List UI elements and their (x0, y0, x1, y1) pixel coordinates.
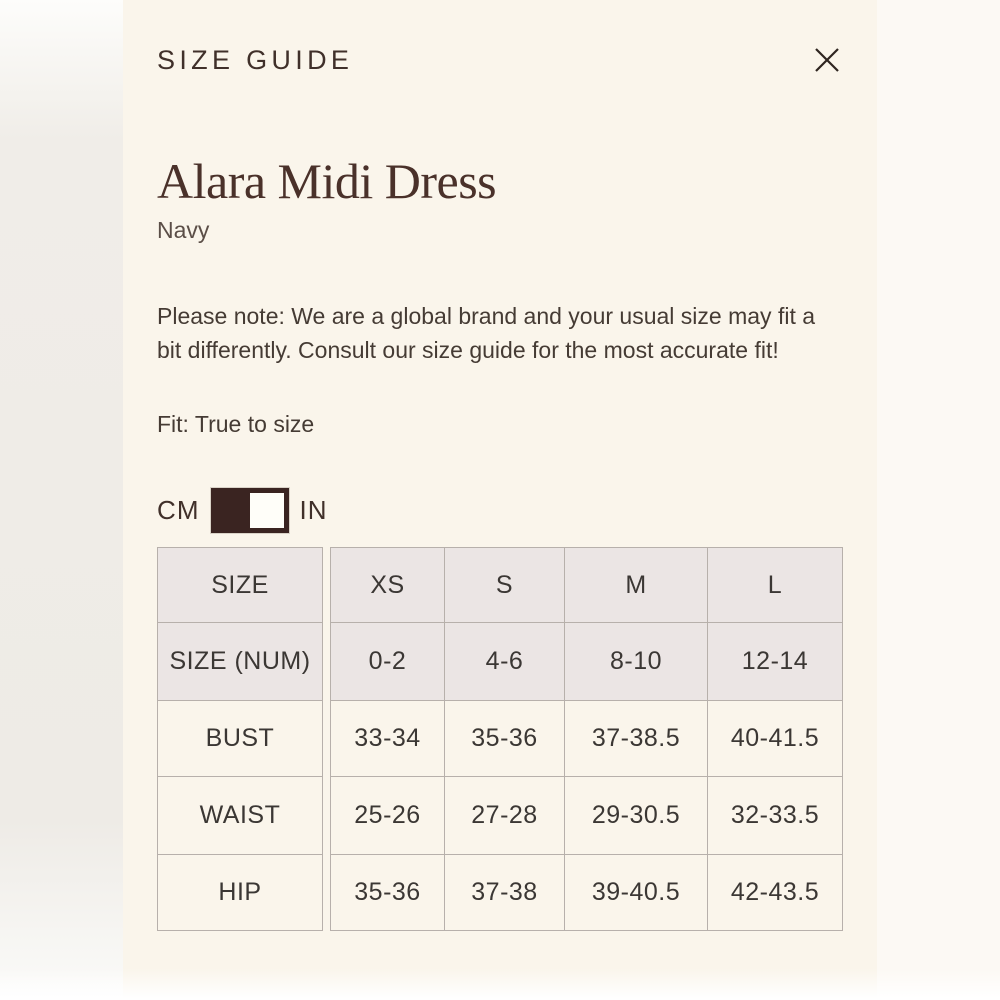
unit-toggle-knob[interactable] (250, 493, 284, 528)
table-label-cell: BUST (157, 701, 323, 777)
size-chart-label-column (157, 547, 323, 931)
table-header-cell: M (565, 547, 708, 623)
close-icon (813, 46, 841, 74)
close-button[interactable] (811, 44, 843, 76)
table-header-cell: SIZE (157, 547, 323, 623)
table-value-cell: 27-28 (445, 777, 565, 855)
table-value-cell: 37-38 (445, 855, 565, 931)
sizing-note: Please note: We are a global brand and your usual size may fit a bit differently. Consult our size guide for the most accurate fit! (157, 303, 816, 363)
table-value-cell: 33-34 (330, 701, 445, 777)
table-value-cell: 42-43.5 (708, 855, 843, 931)
modal-header (157, 44, 843, 76)
unit-toggle-row (157, 488, 843, 533)
backdrop-right (877, 0, 1000, 1000)
product-color: Navy (157, 217, 210, 243)
backdrop-left (0, 0, 123, 1000)
unit-label-cm[interactable]: CM (157, 495, 200, 525)
table-value-cell: 25-26 (330, 777, 445, 855)
fit-description: Fit: True to size (157, 411, 315, 437)
table-value-cell: 12-14 (708, 623, 843, 701)
table-value-cell: 32-33.5 (708, 777, 843, 855)
table-value-cell: 39-40.5 (565, 855, 708, 931)
table-value-cell: 8-10 (565, 623, 708, 701)
size-chart-data-grid (330, 547, 843, 931)
table-value-cell: 35-36 (445, 701, 565, 777)
size-guide-modal (123, 0, 877, 1000)
table-value-cell: 0-2 (330, 623, 445, 701)
table-header-cell: L (708, 547, 843, 623)
table-label-cell: SIZE (NUM) (157, 623, 323, 701)
table-value-cell: 40-41.5 (708, 701, 843, 777)
size-chart-table (157, 547, 843, 931)
table-value-cell: 37-38.5 (565, 701, 708, 777)
unit-label-in[interactable]: IN (299, 495, 328, 525)
unit-toggle[interactable] (211, 488, 289, 533)
table-value-cell: 29-30.5 (565, 777, 708, 855)
modal-title: SIZE GUIDE (157, 45, 354, 75)
table-label-cell: HIP (157, 855, 323, 931)
table-header-cell: XS (330, 547, 445, 623)
product-title: Alara Midi Dress (157, 153, 497, 209)
table-label-cell: WAIST (157, 777, 323, 855)
table-header-cell: S (445, 547, 565, 623)
table-value-cell: 4-6 (445, 623, 565, 701)
table-value-cell: 35-36 (330, 855, 445, 931)
